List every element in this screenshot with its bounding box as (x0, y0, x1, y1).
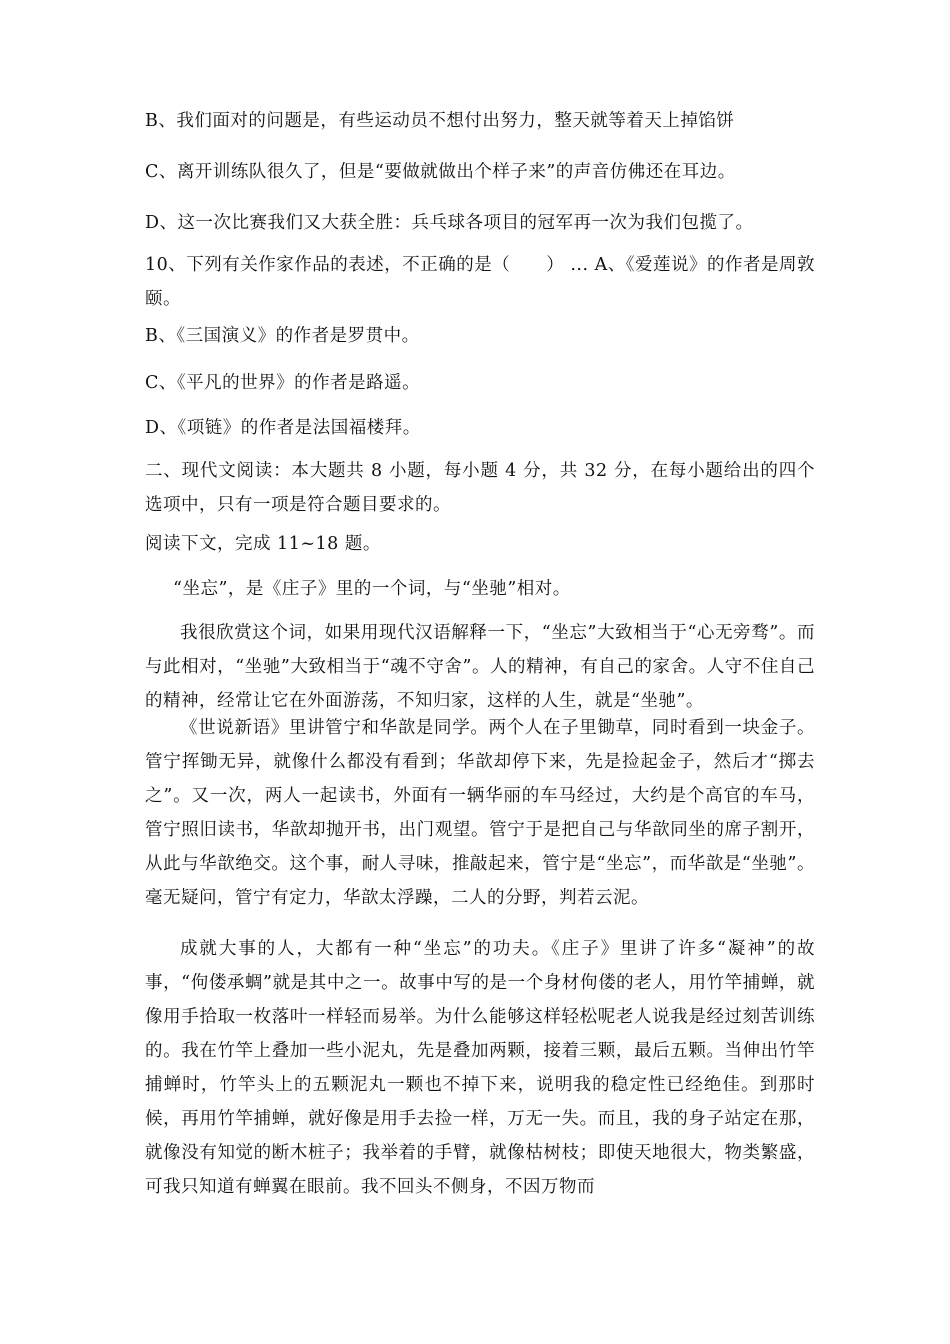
q10-stem: 10、下列有关作家作品的表述，不正确的是（ ） ... A、《爱莲说》的作者是周敦颐。 (145, 255, 815, 309)
passage-paragraph-3: 《世说新语》里讲管宁和华歆是同学。两个人在子里锄草，同时看到一块金子。管宁挥锄无异，就像什么都没有看到；华歆却停下来，先是捡起金子，然后才“掷去之”。又一次，两人一起读书，外面有一辆华丽的车马经过，大约是个高官的车马，管宁照旧读书，华歆却抛开书，出门观望。管宁于是把自己与华歆同坐的席子割开，从此与华歆绝交。这个事，耐人寻味，推敲起来，管宁是“坐忘”，而华歆是“坐驰”。毫无疑问，管宁有定力，华歆太浮躁，二人的分野，判若云泥。 (145, 718, 815, 908)
q9-option-b: B、我们面对的问题是，有些运动员不想付出努力，整天就等着天上掉馅饼 (145, 111, 735, 131)
q9-option-d: D、这一次比赛我们又大获全胜：兵乓球各项目的冠军再一次为我们包揽了。 (145, 213, 754, 233)
passage-paragraph-1: “坐忘”，是《庄子》里的一个词，与“坐驰”相对。 (173, 579, 571, 599)
passage-paragraph-4: 成就大事的人，大都有一种“坐忘”的功夫。《庄子》里讲了许多“凝神”的故事，“佝偻承蜩”就是其中之一。故事中写的是一个身材佝偻的老人，用竹竿捕蝉，就像用手拾取一枚落叶一样轻而易举。为什么能够这样轻松呢老人说我是经过刻苦训练的。我在竹竿上叠加一些小泥丸，先是叠加两颗，接着三颗，最后五颗。当伸出竹竿捕蝉时，竹竿头上的五颗泥丸一颗也不掉下来，说明我的稳定性已经绝佳。到那时候，再用竹竿捕蝉，就好像是用手去捡一样，万无一失。而且，我的身子站定在那，就像没有知觉的断木桩子；我举着的手臂，就像枯树枝；即使天地很大，物类繁盛，可我只知道有蝉翼在眼前。我不回头不侧身，不因万物而 (145, 939, 815, 1197)
passage-paragraph-2: 我很欣赏这个词，如果用现代汉语解释一下，“坐忘”大致相当于“心无旁骛”。而与此相对，“坐驰”大致相当于“魂不守舍”。人的精神，有自己的家舍。人守不住自己的精神，经常让它在外面游荡，不知归家，这样的人生，就是“坐驰”。 (145, 623, 815, 711)
q9-option-c: C、离开训练队很久了，但是“要做就做出个样子来”的声音仿佛还在耳边。 (145, 162, 736, 182)
q10-option-d: D、《项链》的作者是法国福楼拜。 (145, 418, 421, 438)
q10-option-c: C、《平凡的世界》的作者是路遥。 (145, 373, 421, 393)
section-heading: 二、现代文阅读：本大题共 8 小题，每小题 4 分，共 32 分，在每小题给出的四个选项中，只有一项是符合题目要求的。 (145, 461, 815, 515)
reading-instruction: 阅读下文，完成 11~18 题。 (145, 534, 381, 554)
q10-option-b: B、《三国演义》的作者是罗贯中。 (145, 326, 420, 346)
